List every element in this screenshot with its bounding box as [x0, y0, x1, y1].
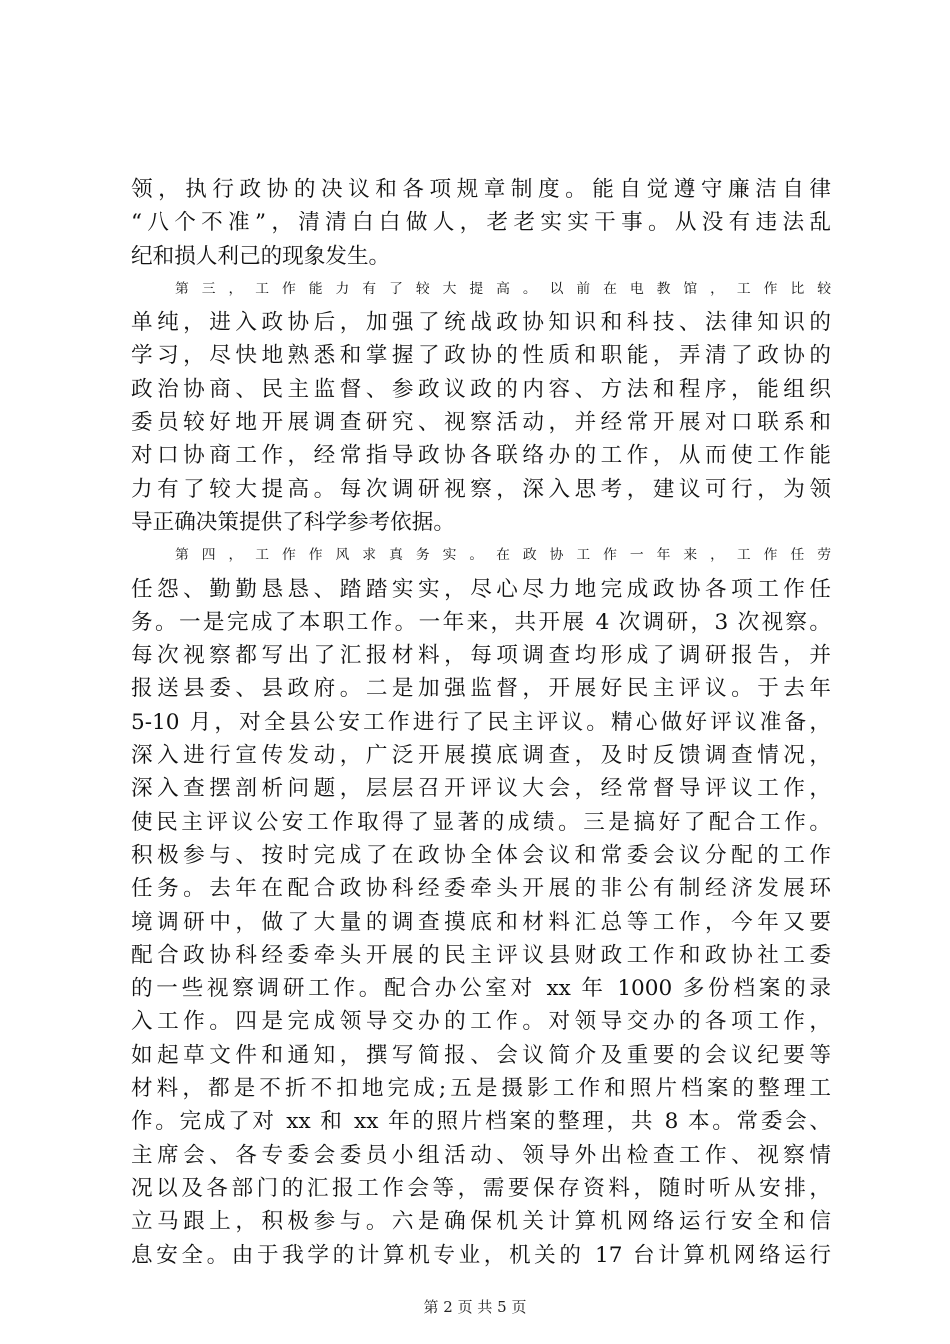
- text-line: 对口协商工作，经常指导政协各联络办的工作，从而使工作能: [131, 443, 831, 469]
- text-line: 第三，工作能力有了较大提高。以前在电教馆，工作比较: [175, 280, 831, 297]
- text-line: 导正确决策提供了科学参考依据。: [131, 509, 455, 535]
- text-line: 任怨、勤勤恳恳、踏踏实实，尽心尽力地完成政协各项工作任: [131, 576, 831, 602]
- text-line: 的一些视察调研工作。配合办公室对 xx 年 1000 多份档案的录: [131, 976, 831, 1002]
- text-line: 任务。去年在配合政协科经委牵头开展的非公有制经济发展环: [131, 876, 831, 902]
- text-line: 况以及各部门的汇报工作会等，需要保存资料，随时听从安排，: [131, 1175, 831, 1201]
- text-line: 配合政协科经委牵头开展的民主评议县财政工作和政协社工委: [131, 942, 831, 968]
- text-line: 报送县委、县政府。二是加强监督，开展好民主评议。于去年: [131, 676, 831, 702]
- text-line: 务。一是完成了本职工作。一年来，共开展 4 次调研，3 次视察。: [131, 609, 831, 635]
- text-line: 境调研中，做了大量的调查摸底和材料汇总等工作，今年又要: [131, 909, 831, 935]
- text-line: 力有了较大提高。每次调研视察，深入思考，建议可行，为领: [131, 476, 831, 502]
- text-line: 领，执行政协的决议和各项规章制度。能自觉遵守廉洁自律: [131, 177, 831, 202]
- text-line: 深入进行宣传发动，广泛开展摸底调查，及时反馈调查情况，: [131, 743, 831, 769]
- text-line: 作。完成了对 xx 和 xx 年的照片档案的整理，共 8 本。常委会、: [131, 1109, 831, 1135]
- text-line: 纪和损人利己的现象发生。: [131, 243, 391, 269]
- text-line: “八个不准”，清清白白做人，老老实实干事。从没有违法乱: [131, 210, 831, 236]
- text-line: 息安全。由于我学的计算机专业，机关的 17 台计算机网络运行: [131, 1242, 831, 1268]
- body-text: [131, 173, 831, 1272]
- text-line: 单纯，进入政协后，加强了统战政协知识和科技、法律知识的: [131, 310, 831, 336]
- text-line: 积极参与、按时完成了在政协全体会议和常委会议分配的工作: [131, 842, 831, 868]
- text-line: 每次视察都写出了汇报材料，每项调查均形成了调研报告，并: [131, 643, 831, 669]
- text-line: 委员较好地开展调查研究、视察活动，并经常开展对口联系和: [131, 410, 831, 436]
- text-line: 学习，尽快地熟悉和掌握了政协的性质和职能，弄清了政协的: [131, 343, 831, 369]
- text-line: 立马跟上，积极参与。六是确保机关计算机网络运行安全和信: [131, 1209, 831, 1235]
- text-line: 如起草文件和通知，撰写简报、会议简介及重要的会议纪要等: [131, 1042, 831, 1068]
- text-line: 主席会、各专委会委员小组活动、领导外出检查工作、视察情: [131, 1142, 831, 1168]
- text-line: 政治协商、民主监督、参政议政的内容、方法和程序，能组织: [131, 376, 831, 402]
- text-line: 5-10 月，对全县公安工作进行了民主评议。精心做好评议准备，: [131, 709, 831, 735]
- page-footer: 第 2 页 共 5 页: [423, 1298, 527, 1316]
- text-line: 深入查摆剖析问题，层层召开评议大会，经常督导评议工作，: [131, 776, 831, 802]
- text-line: 材料，都是不折不扣地完成;五是摄影工作和照片档案的整理工: [131, 1076, 831, 1102]
- text-line: 入工作。四是完成领导交办的工作。对领导交办的各项工作，: [131, 1009, 831, 1035]
- text-line: 使民主评议公安工作取得了显著的成绩。三是搞好了配合工作。: [131, 809, 831, 835]
- text-line: 第四，工作作风求真务实。在政协工作一年来，工作任劳: [175, 547, 831, 564]
